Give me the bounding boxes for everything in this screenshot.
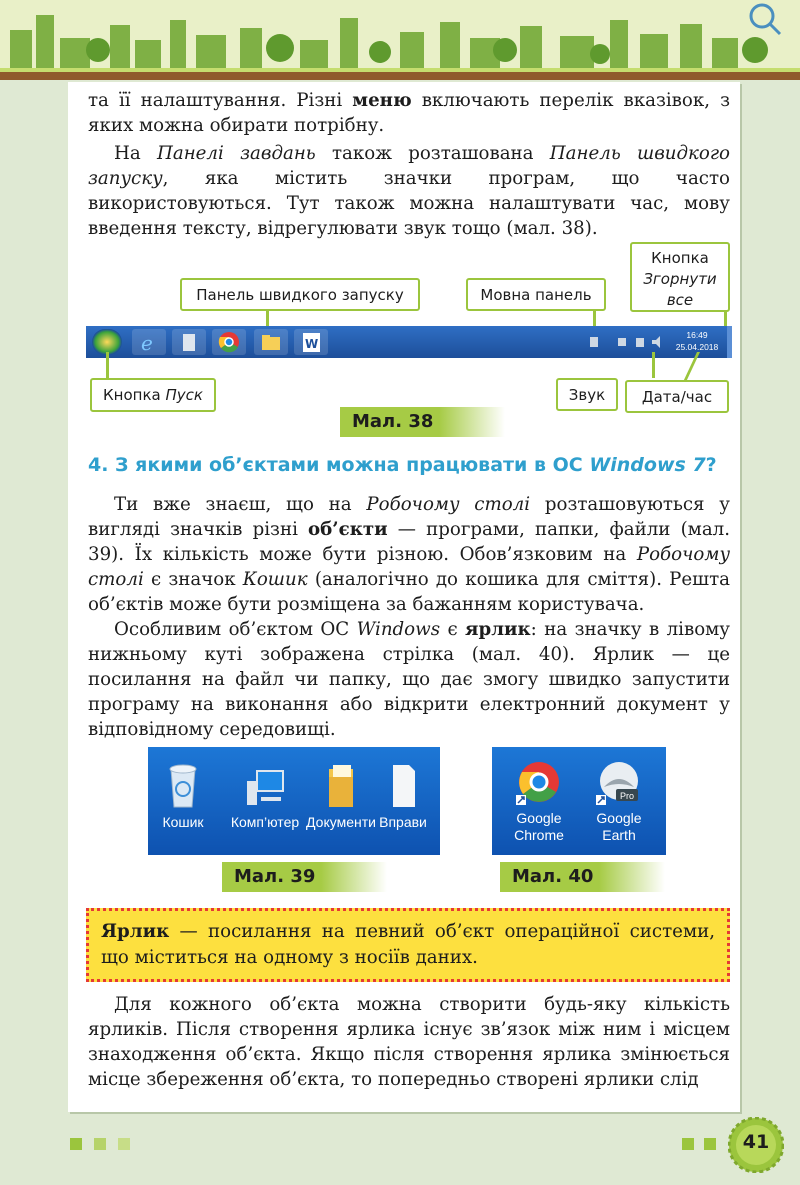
decor-square <box>70 1138 82 1150</box>
callout-datetime: Дата/час <box>625 380 729 413</box>
taskbar <box>86 326 732 358</box>
callout-start: Кнопка Пуск <box>90 378 216 412</box>
page-number: 41 <box>742 1131 770 1153</box>
computer-desktop-icon[interactable]: Комп’ютер <box>230 759 300 830</box>
google-earth-icon <box>594 757 644 807</box>
internet-explorer-icon <box>132 329 166 355</box>
callout-minimize-all: Кнопка Згорнути все <box>630 242 730 312</box>
recycle-bin-icon <box>163 759 203 811</box>
definition-box: Ярлик — посилання на певний об’єкт операційної системи, що міститься на одному з носіїв даних. <box>86 908 730 982</box>
library-icon <box>172 329 206 355</box>
svg-text:e: e <box>141 331 153 355</box>
figure-39-desktop <box>148 747 440 855</box>
callout-language-bar: Мовна панель <box>466 278 606 311</box>
folder-icon <box>254 329 288 355</box>
chrome-taskbar-icon[interactable] <box>212 329 246 355</box>
paragraph-menu: та її налаштування. Різні меню включають перелік вказівок, з яких можна обирати потрібну. <box>88 90 730 136</box>
paragraph-shortcuts-link: Для кожного об’єкта можна створити будь-яку кількість ярликів. Після створення ярлика існує зв’язок між ним і місцем знаходження об’єкта. Якщо після створення ярлика змінюється місце збереження об’єкта, то попередньо створені ярлики слід <box>88 994 730 1090</box>
word-icon <box>294 329 328 355</box>
svg-text:W: W <box>305 337 319 351</box>
callout-line <box>652 352 655 378</box>
figure-38-label: Мал. 38 <box>340 407 505 437</box>
callout-quick-launch: Панель швидкого запуску <box>180 278 420 311</box>
google-earth-shortcut-icon[interactable]: Pro Google Earth <box>584 757 654 844</box>
svg-text:Pro: Pro <box>620 791 635 801</box>
figure-39-label: Мал. 39 <box>222 862 387 892</box>
documents-desktop-icon[interactable]: Документи <box>306 759 376 830</box>
city-banner <box>0 0 800 80</box>
computer-icon <box>243 759 287 811</box>
paragraph-taskbar: На Панелі завдань також розташована Панель швидкого запуску, яка містить значки програм, що часто використовуються. Тут також можна налаштувати час, мову введення тексту, відрегулювати звук тощо (мал. 38). <box>88 143 731 239</box>
callout-sound: Звук <box>556 378 618 411</box>
chrome-icon <box>212 329 246 355</box>
figure-40-label: Мал. 40 <box>500 862 665 892</box>
explorer-library-icon[interactable] <box>172 329 206 355</box>
section-heading: 4. З якими об’єктами можна працювати в ОС Windows 7? <box>88 454 717 476</box>
recycle-bin-desktop-icon[interactable]: Кошик <box>148 759 218 830</box>
page-number-badge <box>728 1117 784 1173</box>
paragraph-objects: Ти вже знаєш, що на Робочому столі розташовуються у вигляді значків різні об’єкти — програми, папки, файли (мал. 39). Їх кількість може бути різною. Обов’язковим на Робочому столі є значок Кошик (аналогічно до кошика для сміття). Решта об’єктів може бути розміщена за бажанням користувача. <box>88 494 730 615</box>
exercises-desktop-icon[interactable]: Вправи <box>368 759 438 830</box>
documents-folder-icon <box>321 759 361 811</box>
decor-square <box>704 1138 716 1150</box>
decor-square <box>682 1138 694 1150</box>
word-taskbar-icon[interactable] <box>294 329 328 355</box>
figure-40-desktop <box>492 747 666 855</box>
chrome-shortcut-icon[interactable]: Google Chrome <box>504 757 574 844</box>
folder-taskbar-icon[interactable] <box>254 329 288 355</box>
city-illustration <box>0 0 800 80</box>
taskbar-clock[interactable]: 16:49 25.04.2018 <box>675 330 719 352</box>
show-desktop-button[interactable] <box>727 326 732 358</box>
decor-square <box>118 1138 130 1150</box>
tray-icons <box>586 334 666 350</box>
chrome-icon <box>514 757 564 807</box>
file-icon <box>383 759 423 811</box>
decor-square <box>94 1138 106 1150</box>
paragraph-shortcut: Особливим об’єктом ОС Windows є ярлик: на значку в лівому нижньому куті зображена стрілка (мал. 40). Ярлик — це посилання на файл чи папку, що дає змогу швидко запустити програму на виконання або відкрити електронний документ у відповідному середовищі. <box>88 619 731 740</box>
ie-icon[interactable] <box>132 329 166 355</box>
